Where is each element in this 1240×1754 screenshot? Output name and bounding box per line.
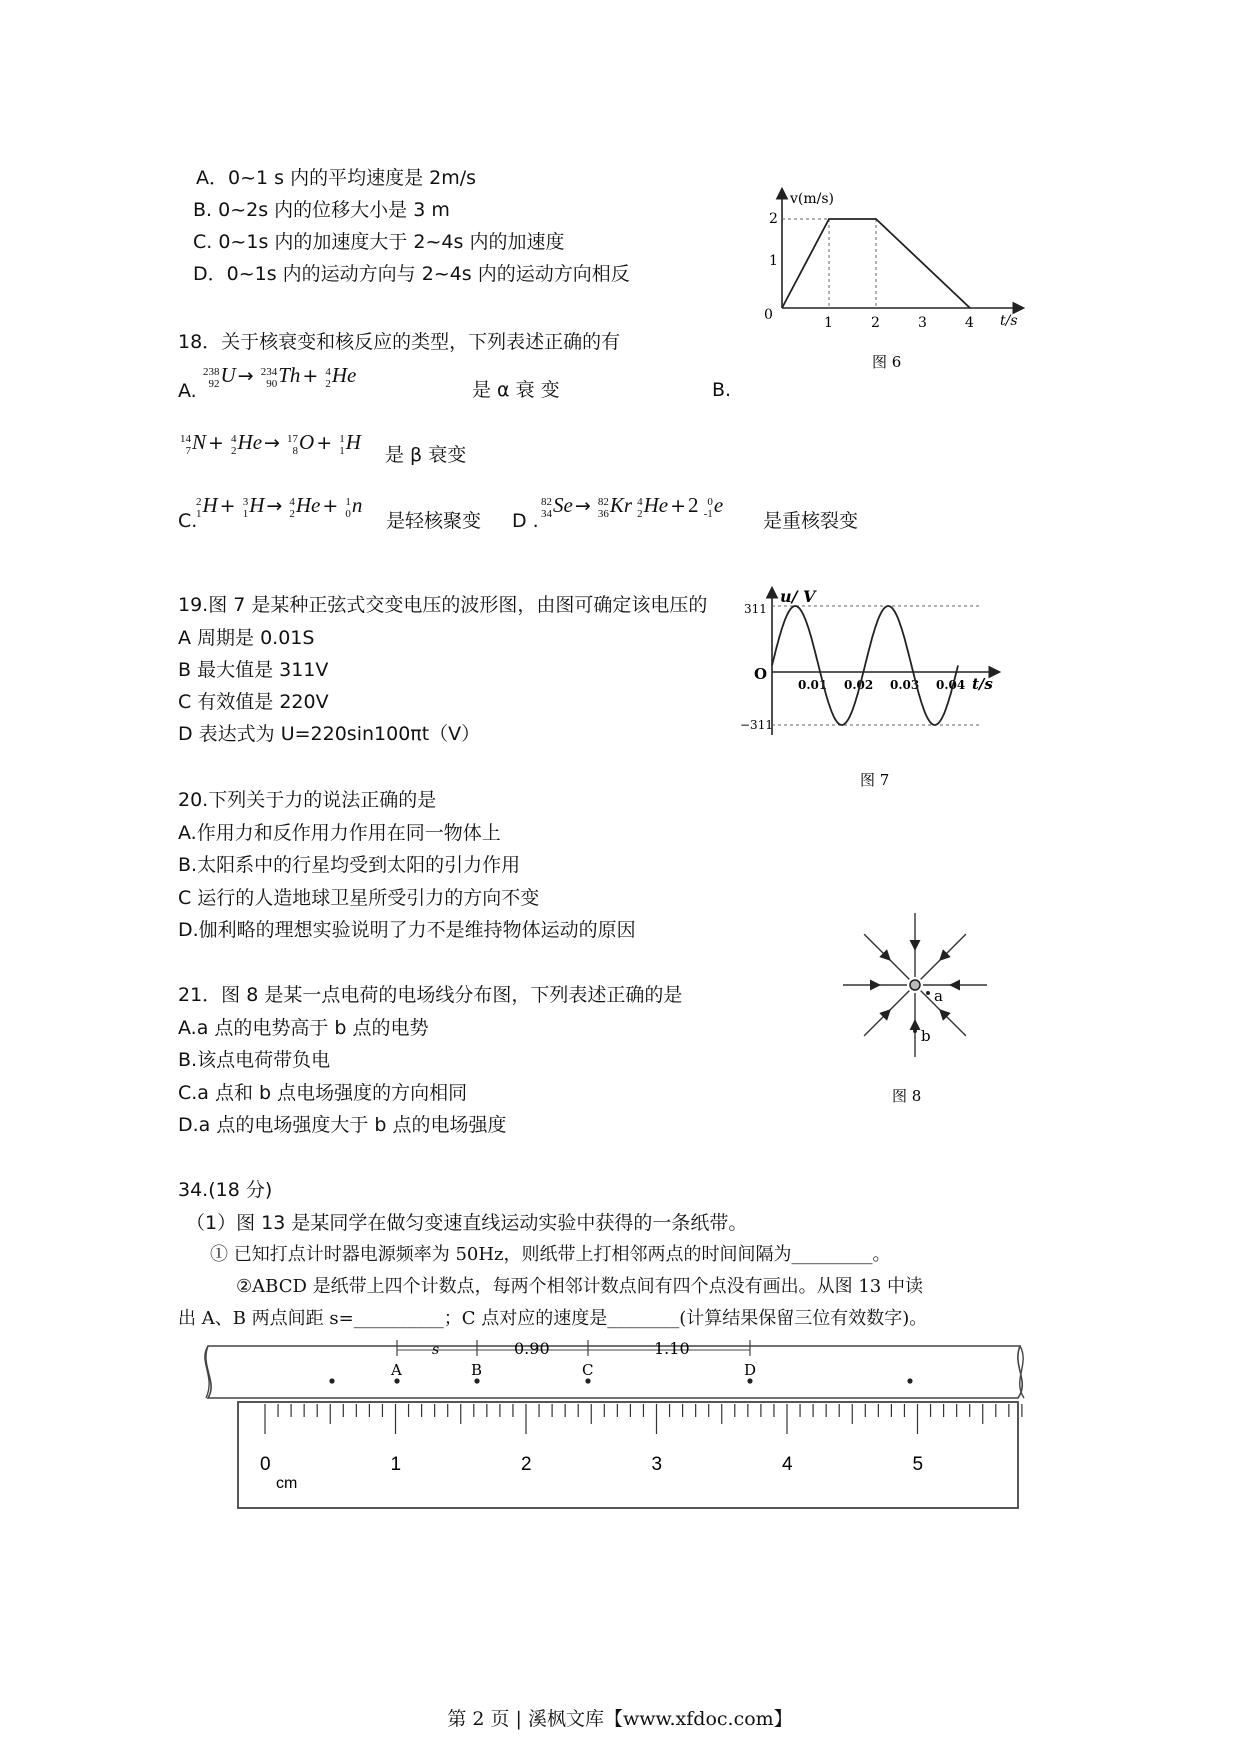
fig7-ylabel: u/ V	[780, 587, 816, 606]
q21-option-c: C.a 点和 b 点电场强度的方向相同	[178, 1082, 468, 1104]
tape-dim-s: s	[432, 1342, 440, 1358]
fig8-point-b	[913, 1029, 917, 1033]
page-footer: 第 2 页 | 溪枫文库【www.xfdoc.com】	[447, 1708, 793, 1730]
q34-line1: （1）图 13 是某同学在做匀变速直线运动实验中获得的一条纸带。	[186, 1212, 748, 1234]
q21-stem: 21．图 8 是某一点电荷的电场线分布图，下列表述正确的是	[178, 984, 683, 1006]
tape-dot	[329, 1378, 334, 1383]
ruler-number: 2	[521, 1454, 532, 1475]
fig8-field-arrow	[883, 953, 887, 957]
tape-dim-090: 0.90	[514, 1339, 550, 1358]
q19-option-c: C 有效值是 220V	[178, 691, 329, 713]
fig8-field-arrow	[943, 1013, 947, 1017]
fig7-xtick-3: 0.03	[890, 678, 920, 692]
q18-b-label: B.	[712, 379, 732, 401]
fig8-point-charge	[910, 980, 920, 990]
tape-dot	[474, 1378, 479, 1383]
fig7-xlabel: t/s	[972, 675, 993, 693]
tape-point-b: B	[471, 1361, 483, 1379]
q18-a-label: A.	[178, 380, 197, 402]
q18-a-equation: 238 92 U → 234 90 Th + 4 2 He	[203, 363, 357, 390]
q18-a-text: 是 α 衰 变	[472, 379, 560, 401]
fig7-caption: 图 7	[860, 771, 890, 789]
q21-option-d: D.a 点的电场强度大于 b 点的电场强度	[178, 1114, 507, 1136]
tape-dot	[394, 1378, 399, 1383]
q18-b-text: 是 β 衰变	[385, 444, 467, 466]
figure-8-field-lines	[830, 905, 1000, 1110]
fig6-origin: 0	[764, 307, 773, 323]
fig8-field-arrow	[943, 953, 947, 957]
q19-option-d: D 表达式为 U=220sin100πt（V）	[178, 723, 481, 745]
q18-d-equation: 82 34 Se → 82 36 Kr 4 2 He +2 0 -1 e	[541, 493, 724, 520]
q18-c-label: C.	[178, 510, 198, 532]
q20-stem: 20.下列关于力的说法正确的是	[178, 789, 437, 811]
q21-option-b: B.该点电荷带负电	[178, 1049, 331, 1071]
fig6-xtick-3: 3	[918, 315, 927, 331]
fig8-field-arrow	[883, 1013, 887, 1017]
fig8-label-b: b	[921, 1027, 931, 1045]
fig6-ylabel: v(m/s)	[790, 191, 835, 207]
fig7-xtick-1: 0.01	[798, 678, 828, 692]
tape-dot	[747, 1378, 752, 1383]
ruler-unit: cm	[276, 1475, 298, 1492]
q20-option-a: A.作用力和反作用力作用在同一物体上	[178, 822, 501, 844]
tape-dot	[585, 1378, 590, 1383]
fig7-xtick-2: 0.02	[844, 678, 874, 692]
ruler-number: 5	[912, 1454, 924, 1475]
q20-option-b: B.太阳系中的行星均受到太阳的引力作用	[178, 854, 521, 876]
tape-dim-110: 1.10	[654, 1339, 690, 1358]
q19-option-a: A 周期是 0.01S	[178, 627, 315, 649]
ruler-body	[238, 1402, 1018, 1508]
fig8-caption: 图 8	[892, 1087, 922, 1105]
q34-line2: ① 已知打点计时器电源频率为 50Hz，则纸带上打相邻两点的时间间隔为_________。	[210, 1244, 891, 1265]
q34-line4: 出 A、B 两点间距 s=__________；C 点对应的速度是________(计算结果保留三位有效数字)。	[178, 1308, 928, 1329]
fig6-xtick-2: 2	[871, 315, 880, 331]
q17-option-d: D．0~1s 内的运动方向与 2~4s 内的运动方向相反	[193, 263, 630, 285]
q17-option-b: B. 0~2s 内的位移大小是 3 m	[193, 199, 450, 221]
fig6-xtick-1: 1	[824, 315, 833, 331]
fig7-sine-curve	[772, 606, 958, 725]
fig6-ytick-2: 2	[769, 211, 778, 227]
tape-point-d: D	[744, 1361, 757, 1379]
q17-option-a: A．0~1 s 内的平均速度是 2m/s	[196, 167, 477, 189]
fig7-ymin: −311	[740, 718, 773, 732]
fig6-ytick-1: 1	[769, 253, 778, 269]
tape-point-c: C	[582, 1361, 594, 1379]
q20-option-c: C 运行的人造地球卫星所受引力的方向不变	[178, 887, 540, 909]
fig7-xtick-4: 0.04	[936, 678, 966, 692]
ruler-number: 0	[260, 1454, 271, 1475]
figure-6-vt-graph	[760, 185, 1030, 380]
ruler-number: 1	[390, 1454, 402, 1475]
ruler-number: 3	[651, 1454, 663, 1475]
q18-c-equation: 2 1 H + 3 1 H → 4 2 He + 1 0 n	[196, 493, 363, 520]
tape-dot	[907, 1378, 912, 1383]
figure-7-sine-graph	[740, 585, 1010, 795]
q18-b-equation: 14 7 N + 4 2 He → 17 8 O + 1 1 H	[180, 430, 361, 457]
q18-d-label: D .	[512, 510, 539, 532]
tape-point-a: A	[391, 1361, 402, 1379]
q18-stem: 18．关于核衰变和核反应的类型，下列表述正确的有	[178, 331, 621, 353]
fig6-caption: 图 6	[872, 353, 902, 371]
fig6-xlabel: t/s	[1000, 313, 1018, 329]
q17-option-c: C. 0~1s 内的加速度大于 2~4s 内的加速度	[193, 231, 565, 253]
q18-c-text: 是轻核聚变	[386, 510, 482, 532]
q20-option-d: D.伽利略的理想实验说明了力不是维持物体运动的原因	[178, 919, 636, 941]
q34-header: 34.(18 分)	[178, 1179, 273, 1201]
q18-d-text: 是重核裂变	[763, 510, 859, 532]
q21-option-a: A.a 点的电势高于 b 点的电势	[178, 1017, 429, 1039]
q19-option-b: B 最大值是 311V	[178, 659, 329, 681]
tape-strip	[206, 1346, 1022, 1398]
fig8-point-a	[926, 991, 930, 995]
figure-13-tape-ruler	[190, 1336, 1040, 1510]
fig8-label-a: a	[934, 987, 943, 1005]
q19-stem: 19.图 7 是某种正弦式交变电压的波形图，由图可确定该电压的	[178, 594, 708, 616]
q34-line3: ②ABCD 是纸带上四个计数点，每两个相邻计数点间有四个点没有画出。从图 13 中读	[236, 1276, 923, 1297]
fig6-xtick-4: 4	[965, 315, 974, 331]
ruler-number: 4	[782, 1454, 793, 1475]
fig7-ymax: 311	[744, 602, 767, 616]
fig7-origin: O	[754, 665, 768, 683]
